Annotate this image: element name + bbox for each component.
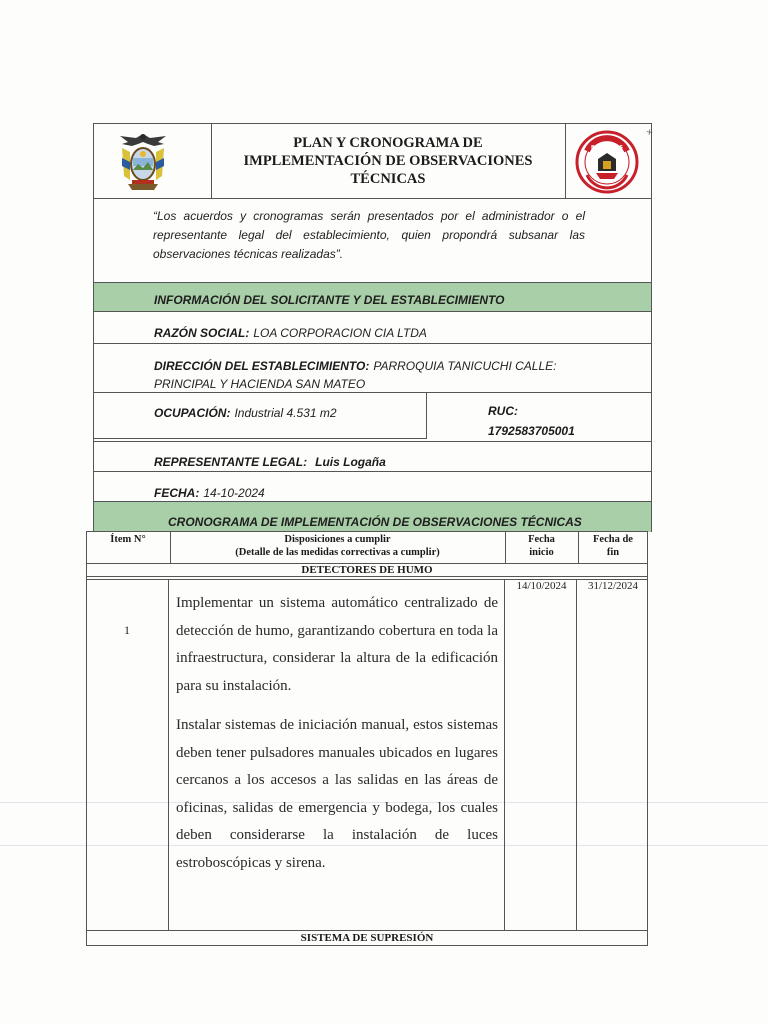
razon-social-row (154, 324, 427, 342)
col-disposiciones-header (170, 533, 505, 559)
row-1-disposicion-paragraph-1: Implementar un sistema automático centralizado de detección de humo, garantizando cobertura en toda la infraestructura, considerar la altura de la edificación para su instalación. (176, 595, 498, 694)
representante-label: REPRESENTANTE LEGAL: (154, 455, 308, 469)
document-title: PLAN Y CRONOGRAMA DE IMPLEMENTACIÓN DE OBSERVACIONES TÉCNICAS (243, 135, 533, 187)
col-fin-header: Fecha de fin (593, 534, 633, 558)
ruc-label: RUC: (488, 404, 518, 418)
schedule-section-title: CRONOGRAMA DE IMPLEMENTACIÓN DE OBSERVACIONES TÉCNICAS (168, 515, 582, 529)
representante-row (154, 453, 386, 471)
representante-value: Luis Logaña (315, 455, 386, 469)
razon-social-value: LOA CORPORACION CIA LTDA (253, 326, 427, 340)
ocupacion-value: Industrial 4.531 m2 (234, 406, 337, 420)
fecha-label: FECHA: (154, 486, 200, 500)
fecha-value: 14-10-2024 (203, 486, 265, 500)
margin-mark: + (645, 124, 654, 140)
group-sistema-supresion: SISTEMA DE SUPRESIÓN (300, 932, 434, 944)
legal-quote: “Los acuerdos y cronogramas serán presentados por el administrador o el representante legal del establecimiento, quien propondrá subsanar las observaciones técnicas realizadas”. (153, 209, 585, 261)
info-section-title: INFORMACIÓN DEL SOLICITANTE Y DEL ESTABLECIMIENTO (154, 293, 505, 307)
row-1-item: 1 (124, 623, 130, 637)
direccion-value-1: PARROQUIA TANICUCHI CALLE: (373, 359, 557, 373)
row-1-disposicion-paragraph-2: Instalar sistemas de iniciación manual, estos sistemas deben tener pulsadores manuales ubicados en lugares cercanos a los accesos a las salidas en las áreas de oficinas, salidas de emergencia y bodega, los cuales deben considerarse la instalación de luces estroboscópicas y sirena. (176, 717, 498, 871)
group-detectores-humo: DETECTORES DE HUMO (301, 564, 433, 576)
razon-social-label: RAZÓN SOCIAL: (154, 326, 250, 340)
ocupacion-row (154, 404, 337, 422)
fire-department-seal-logo (572, 129, 642, 195)
ocupacion-label: OCUPACIÓN: (154, 406, 231, 420)
direccion-row (154, 357, 574, 393)
col-disposiciones-title: Disposiciones a cumplir (284, 534, 391, 545)
svg-text:BOMBEROS: BOMBEROS (591, 145, 623, 151)
row-1-fecha-inicio: 14/10/2024 (516, 580, 567, 592)
direccion-label: DIRECCIÓN DEL ESTABLECIMIENTO: (154, 359, 370, 373)
col-inicio-header: Fecha inicio (528, 534, 555, 558)
col-disposiciones-subtitle: (Detalle de las medidas correctivas a cumplir) (235, 547, 440, 558)
ecuador-coat-of-arms-logo (114, 130, 172, 192)
ruc-value: 1792583705001 (488, 424, 575, 438)
row-1-fecha-fin: 31/12/2024 (587, 580, 639, 592)
direccion-value-2: PRINCIPAL Y HACIENDA SAN MATEO (154, 377, 366, 391)
col-item-header: Ítem N° (110, 534, 146, 545)
fecha-row (154, 484, 265, 502)
